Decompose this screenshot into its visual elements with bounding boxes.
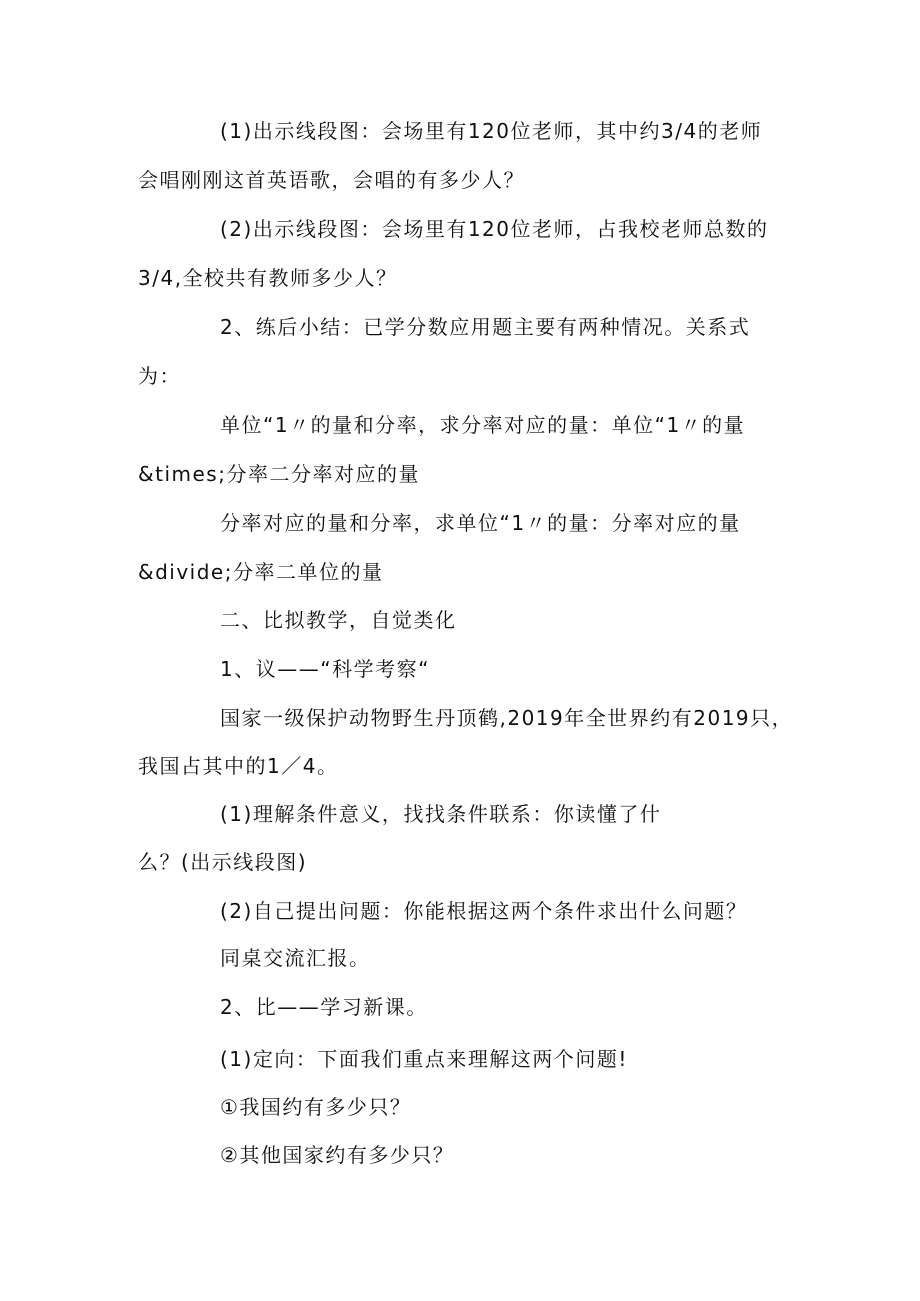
paragraph-line-9: 分率对应的量和分率，求单位“1〃的量：分率对应的量	[220, 511, 741, 535]
subheading-1: 1、议——“科学考察“	[220, 657, 430, 681]
subheading-2: 2、比——学习新课。	[220, 995, 428, 1019]
paragraph-line-15: (1)理解条件意义，找找条件联系：你读懂了什	[220, 802, 662, 826]
paragraph-line-6: 为：	[138, 364, 181, 388]
paragraph-line-20: (1)定向：下面我们重点来理解这两个问题!	[220, 1047, 628, 1071]
paragraph-line-8: &times;分率二分率对应的量	[138, 462, 420, 486]
list-item-2: ②其他国家约有多少只？	[220, 1143, 455, 1167]
paragraph-line-5: 2、练后小结：已学分数应用题主要有两种情况。关系式	[220, 315, 751, 339]
paragraph-line-4: 3/4,全校共有教师多少人？	[138, 266, 398, 290]
paragraph-line-2: 会唱刚刚这首英语歌，会唱的有多少人？	[138, 168, 525, 192]
paragraph-line-18: 同桌交流汇报。	[220, 946, 371, 970]
paragraph-line-1: (1)出示线段图：会场里有120位老师，其中约3/4的老师	[220, 119, 763, 143]
paragraph-line-3: (2)出示线段图：会场里有120位老师，占我校老师总数的	[220, 217, 769, 241]
section-heading: 二、比拟教学，自觉类化	[220, 608, 457, 632]
paragraph-line-10: &divide;分率二单位的量	[138, 560, 384, 584]
list-item-1: ①我国约有多少只？	[220, 1095, 412, 1119]
paragraph-line-7: 单位“1〃的量和分率，求分率对应的量：单位“1〃的量	[220, 413, 746, 437]
paragraph-line-17: (2)自己提出问题：你能根据这两个条件求出什么问题？	[220, 899, 748, 923]
paragraph-line-14: 我国占其中的1／4。	[138, 754, 339, 778]
paragraph-line-16: 么？(出示线段图)	[138, 850, 308, 874]
paragraph-line-13: 国家一级保护动物野生丹顶鹤,2019年全世界约有2019只，	[220, 706, 794, 730]
